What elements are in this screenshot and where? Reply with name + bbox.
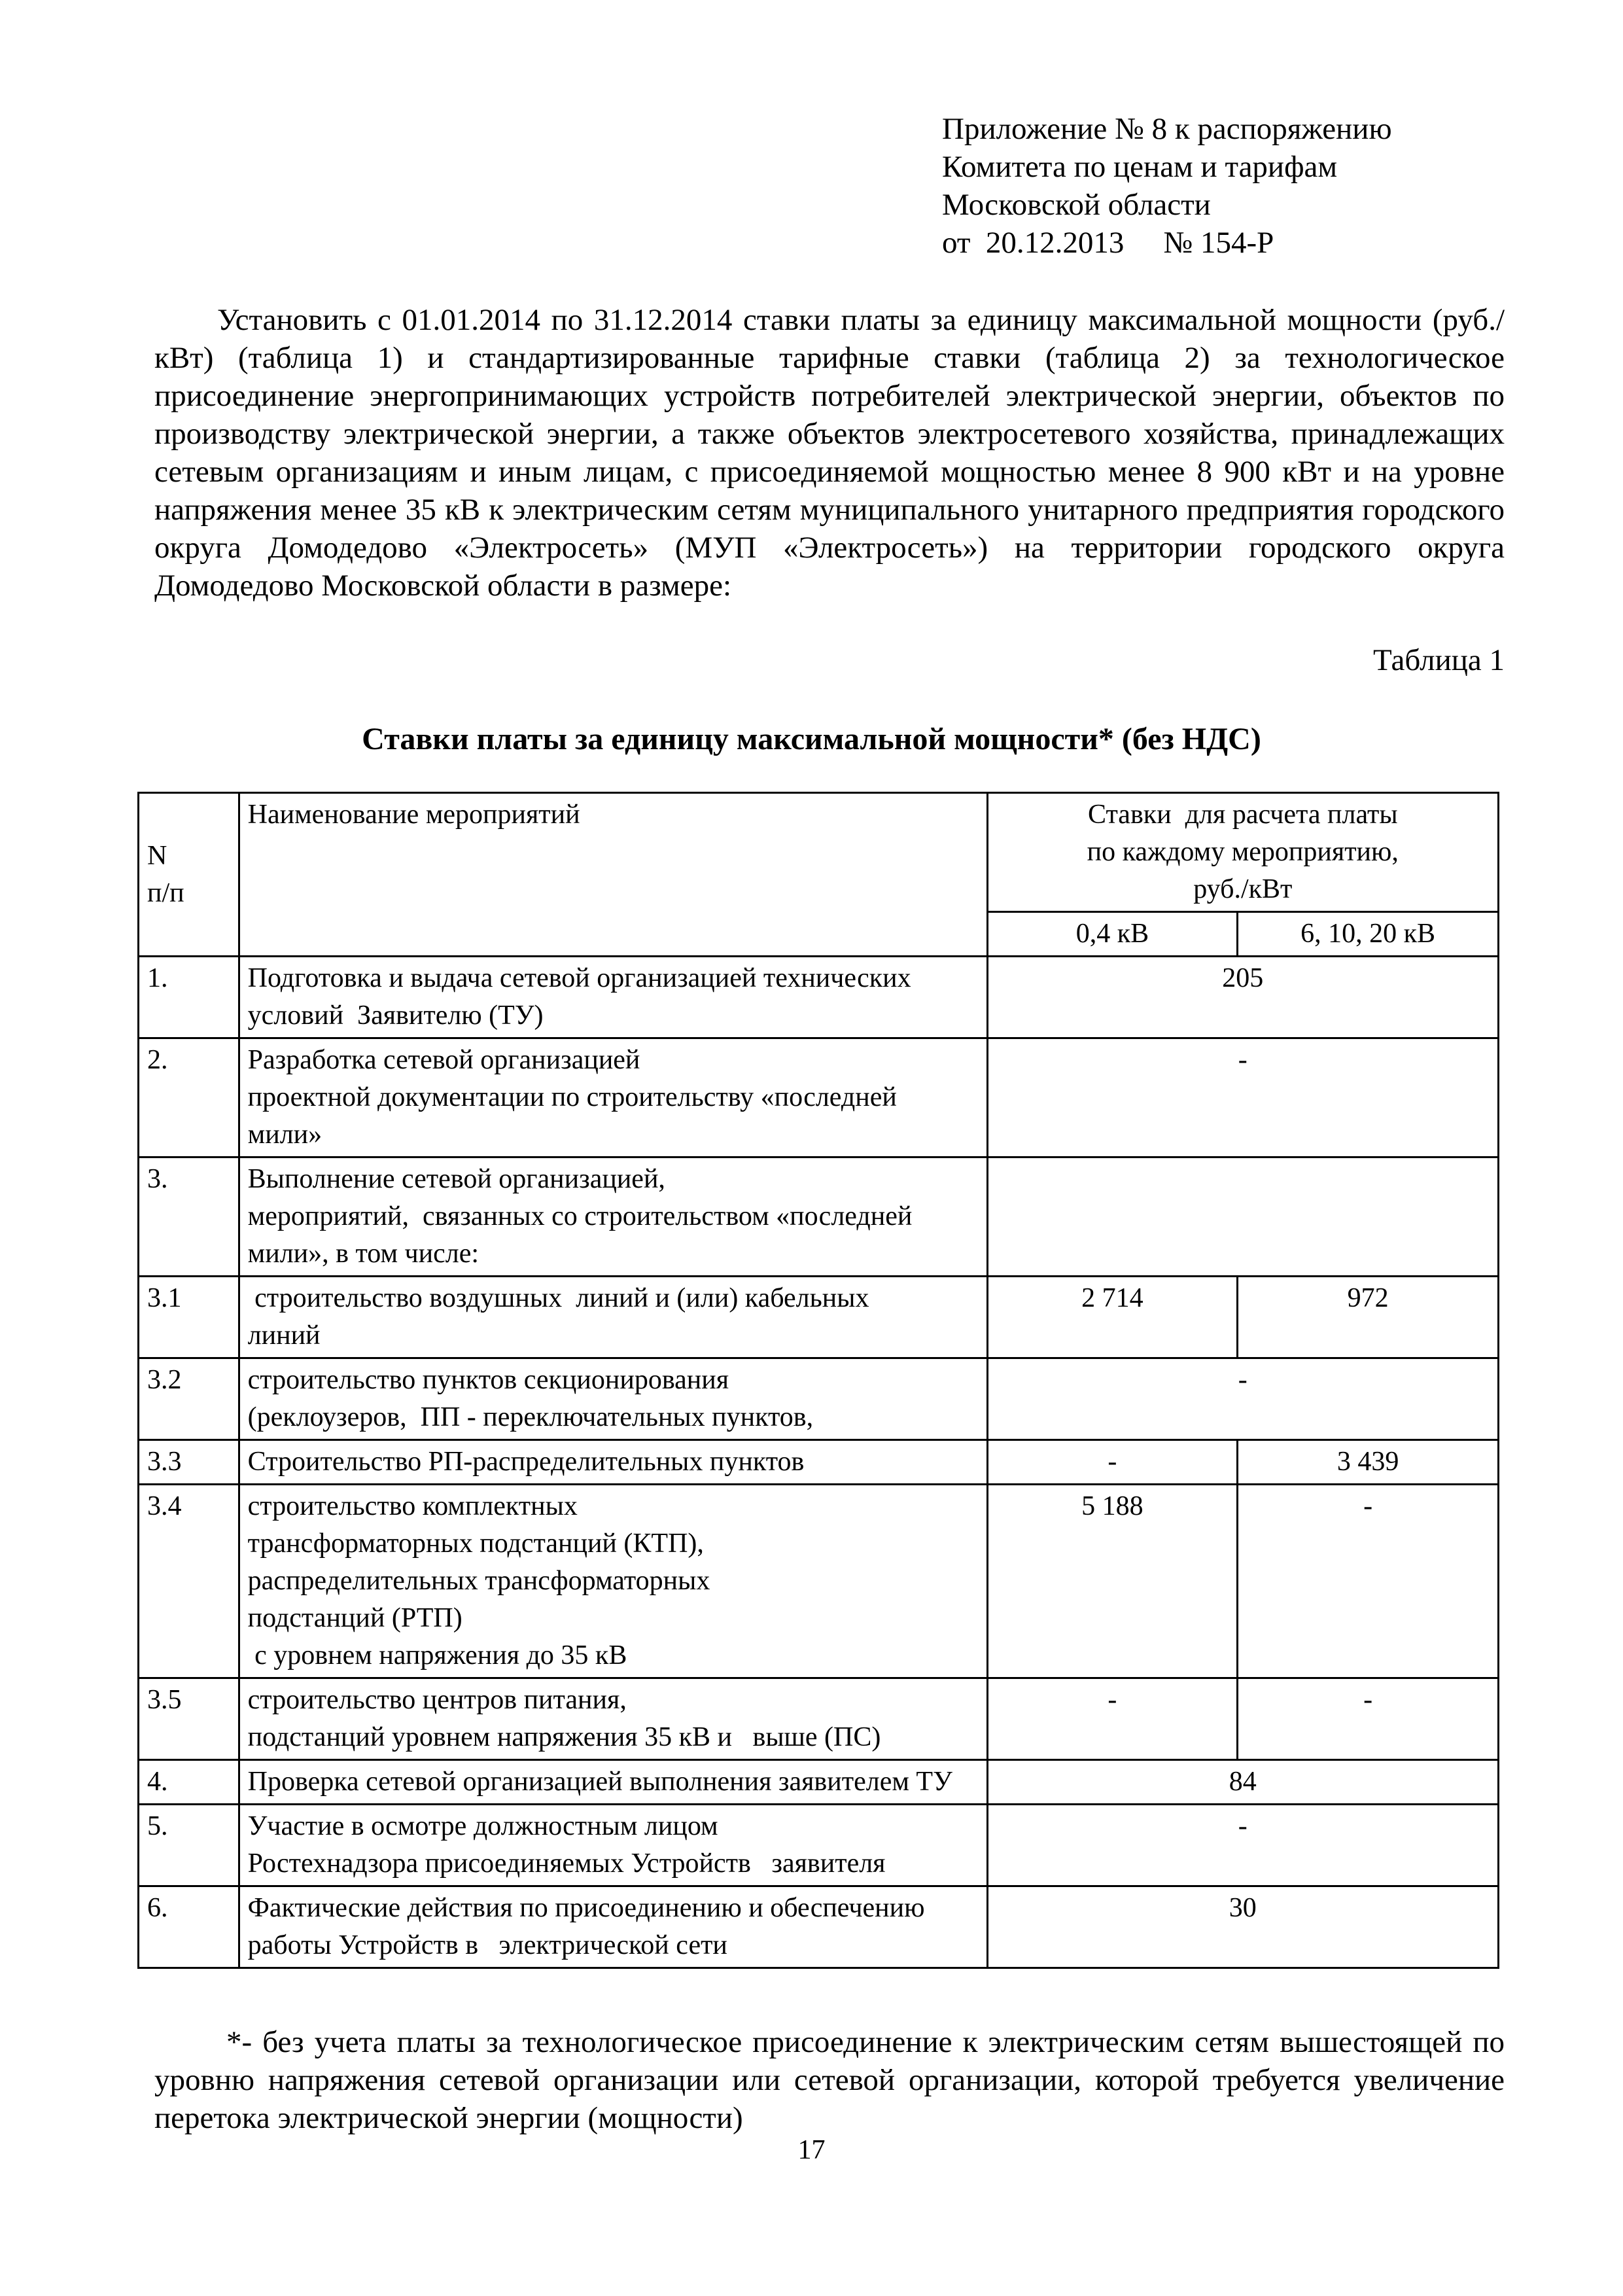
row-rate-cell-04kv: 5 188 [987, 1485, 1238, 1678]
row-number-cell: 3.3 [139, 1440, 239, 1485]
row-rate-cell-04kv: - [987, 1678, 1238, 1760]
row-name-cell: Фактические действия по присоединению и обеспечению работы Устройств в электрической сети [239, 1886, 987, 1968]
row-number-cell: 6. [139, 1886, 239, 1968]
row-name-cell: Строительство РП-распределительных пунктов [239, 1440, 987, 1485]
table-title: Ставки платы за единицу максимальной мощности* (без НДС) [362, 722, 1261, 756]
table-row [139, 1038, 1499, 1157]
row-rate-cell-merged: - [987, 1038, 1498, 1157]
row-name-cell: Выполнение сетевой организацией, мероприятий, связанных со строительством «последней мили», в том числе: [239, 1157, 987, 1277]
row-rate-cell-merged: - [987, 1805, 1498, 1886]
header-cell-04kv: 0,4 кВ [987, 912, 1238, 957]
rates-table [137, 792, 1499, 1969]
header-cell-rates: Ставки для расчета платы по каждому мероприятию, руб./кВт [987, 793, 1498, 912]
appendix-number: № 154-Р [1163, 226, 1274, 260]
row-name-cell: строительство центров питания, подстанций уровнем напряжения 35 кВ и выше (ПС) [239, 1678, 987, 1760]
row-number-cell: 1. [139, 957, 239, 1038]
table-row [139, 1157, 1499, 1277]
intro-paragraph: Установить с 01.01.2014 по 31.12.2014 ставки платы за единицу максимальной мощности (руб./кВт) (таблица 1) и стандартизированные тарифные ставки (таблица 2) за технологическое присоединение энергопринимающих устройств потребителей электрической энергии, объектов по производству электрической энергии, а также объектов электросетевого хозяйства, принадлежащих сетевым организациям и иным лицам, с присоединяемой мощностью менее 8 900 кВт и на уровне напряжения менее 35 кВ к электрическим сетям муниципального унитарного предприятия городского округа Домодедово «Электросеть» (МУП «Электросеть») на территории городского округа Домодедово Московской области в размере: [154, 303, 1505, 603]
footnote: *- без учета платы за технологическое присоединение к электрическим сетям вышестоящей по уровню напряжения сетевой организации или сетевой организации, которой требуется увеличение перетока электрической энергии (мощности) [154, 2025, 1505, 2135]
row-number-cell: 4. [139, 1760, 239, 1805]
row-name-cell: строительство комплектных трансформаторных подстанций (КТП), распределительных трансформаторных подстанций (РТП) с уровнем напряжения до 35 кВ [239, 1485, 987, 1678]
row-number-cell: 3.4 [139, 1485, 239, 1678]
row-rate-cell-6-10-20kv: 972 [1238, 1277, 1499, 1358]
row-name-cell: Разработка сетевой организацией проектной документации по строительству «последней мили» [239, 1038, 987, 1157]
table-row [139, 1678, 1499, 1760]
row-name-cell: строительство пунктов секционирования (реклоузеров, ПП - переключательных пунктов, [239, 1358, 987, 1440]
table-row [139, 1277, 1499, 1358]
table-row [139, 1760, 1499, 1805]
row-rate-cell-merged: - [987, 1358, 1498, 1440]
row-number-cell: 2. [139, 1038, 239, 1157]
row-rate-cell-merged: 84 [987, 1760, 1498, 1805]
table-row [139, 1440, 1499, 1485]
row-rate-cell-6-10-20kv: 3 439 [1238, 1440, 1499, 1485]
row-number-cell: 3.5 [139, 1678, 239, 1760]
appendix-date-line [942, 224, 1531, 262]
appendix-line-2: Комитета по ценам и тарифам [942, 150, 1338, 184]
row-rate-cell-04kv: 2 714 [987, 1277, 1238, 1358]
header-cell-name: Наименование мероприятий [239, 793, 987, 957]
row-name-cell: строительство воздушных линий и (или) кабельных линий [239, 1277, 987, 1358]
row-number-cell: 3.2 [139, 1358, 239, 1440]
table-row [139, 1805, 1499, 1886]
row-number-cell: 5. [139, 1805, 239, 1886]
table-row [139, 1358, 1499, 1440]
header-cell-number: N п/п [139, 793, 239, 957]
header-cell-6-10-20kv: 6, 10, 20 кВ [1238, 912, 1499, 957]
row-name-cell: Подготовка и выдача сетевой организацией технических условий Заявителю (ТУ) [239, 957, 987, 1038]
table-label: Таблица 1 [1372, 643, 1505, 677]
page-number: 17 [797, 2135, 826, 2165]
row-rate-cell-merged [987, 1157, 1498, 1277]
row-number-cell: 3. [139, 1157, 239, 1277]
table-row [139, 957, 1499, 1038]
row-rate-cell-6-10-20kv: - [1238, 1678, 1499, 1760]
appendix-header [942, 110, 1531, 262]
appendix-line-3: Московской области [942, 188, 1211, 222]
table-header-row [139, 793, 1499, 912]
table-row [139, 1485, 1499, 1678]
appendix-date: от 20.12.2013 [942, 226, 1125, 260]
row-name-cell: Участие в осмотре должностным лицом Ростехнадзора присоединяемых Устройств заявителя [239, 1805, 987, 1886]
row-name-cell: Проверка сетевой организацией выполнения заявителем ТУ [239, 1760, 987, 1805]
row-number-cell: 3.1 [139, 1277, 239, 1358]
row-rate-cell-merged: 30 [987, 1886, 1498, 1968]
row-rate-cell-merged: 205 [987, 957, 1498, 1038]
appendix-line-1: Приложение № 8 к распоряжению [942, 112, 1392, 146]
row-rate-cell-6-10-20kv: - [1238, 1485, 1499, 1678]
row-rate-cell-04kv: - [987, 1440, 1238, 1485]
table-row [139, 1886, 1499, 1968]
